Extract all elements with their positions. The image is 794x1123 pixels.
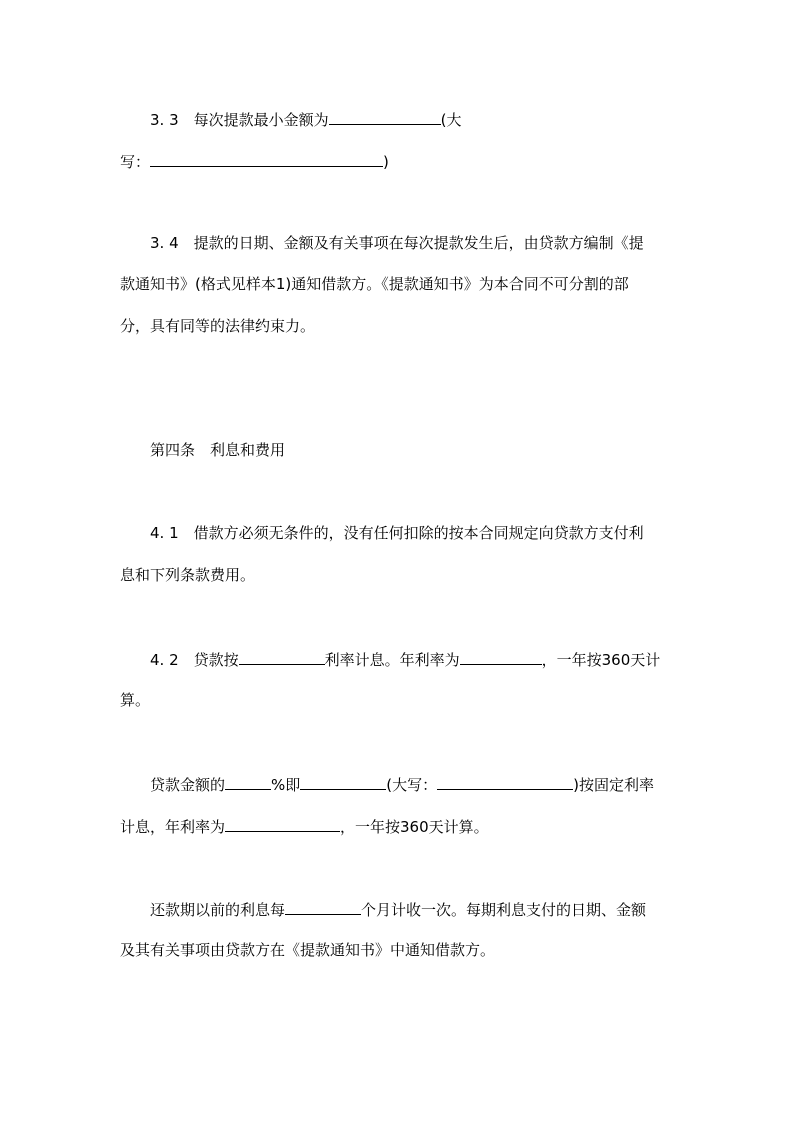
fixed-rate-prefix: 贷款金额的	[150, 776, 226, 794]
fixed-annual-rate-blank[interactable]	[225, 815, 340, 832]
clause-3-3-line2-prefix: 写：	[120, 153, 151, 171]
min-amount-words-blank[interactable]	[150, 150, 383, 167]
interest-prefix: 还款期以前的利息每	[150, 901, 286, 919]
article-4-heading: 第四条 利息和费用	[150, 441, 286, 459]
clause-4-2-line-2: 算。	[120, 691, 151, 709]
clause-3-4-line-2: 款通知书》(格式见样本1)通知借款方。《提款通知书》为本合同不可分割的部	[120, 275, 629, 293]
clause-4-2-suffix: ，一年按360天计	[541, 651, 661, 669]
clause-4-1-line-2: 息和下列条款费用。	[120, 566, 256, 584]
clause-3-3-line-1	[150, 108, 461, 128]
rate-type-blank[interactable]	[239, 648, 325, 665]
clause-3-3-prefix: 3. 3 每次提款最小金额为	[150, 111, 329, 129]
interest-line-2: 及其有关事项由贷款方在《提款通知书》中通知借款方。	[120, 941, 496, 959]
fixed-rate-line-2	[120, 815, 489, 835]
amount-blank[interactable]	[300, 773, 386, 790]
fixed-rate-line2-prefix: 计息，年利率为	[120, 818, 226, 836]
clause-3-4-line-3: 分，具有同等的法律约束力。	[120, 317, 316, 335]
clause-4-2-mid: 利率计息。年利率为	[324, 651, 460, 669]
fixed-rate-suffix: )按固定利率	[573, 776, 654, 794]
interest-suffix: 个月计收一次。每期利息支付的日期、金额	[361, 901, 647, 919]
interest-line-1	[150, 898, 646, 918]
clause-4-2-prefix: 4. 2 贷款按	[150, 651, 239, 669]
amount-words-blank[interactable]	[437, 773, 573, 790]
clause-3-3-suffix: (大	[440, 111, 462, 129]
fixed-rate-mid1: %即	[271, 776, 301, 794]
clause-4-2-line-1	[150, 648, 660, 668]
fixed-rate-mid2: (大写：	[386, 776, 438, 794]
clause-4-1-line-1: 4. 1 借款方必须无条件的，没有任何扣除的按本合同规定向贷款方支付利	[150, 524, 644, 542]
annual-rate-blank[interactable]	[460, 648, 542, 665]
fixed-rate-line2-suffix: ，一年按360天计算。	[340, 818, 489, 836]
clause-3-4-line-1: 3. 4 提款的日期、金额及有关事项在每次提款发生后，由贷款方编制《提	[150, 234, 644, 252]
clause-3-3-line-2	[120, 150, 389, 170]
min-amount-blank[interactable]	[329, 108, 441, 125]
fixed-rate-line-1	[150, 773, 654, 793]
clause-3-3-line2-suffix: )	[383, 153, 389, 171]
months-blank[interactable]	[285, 898, 361, 915]
percent-blank[interactable]	[225, 773, 271, 790]
